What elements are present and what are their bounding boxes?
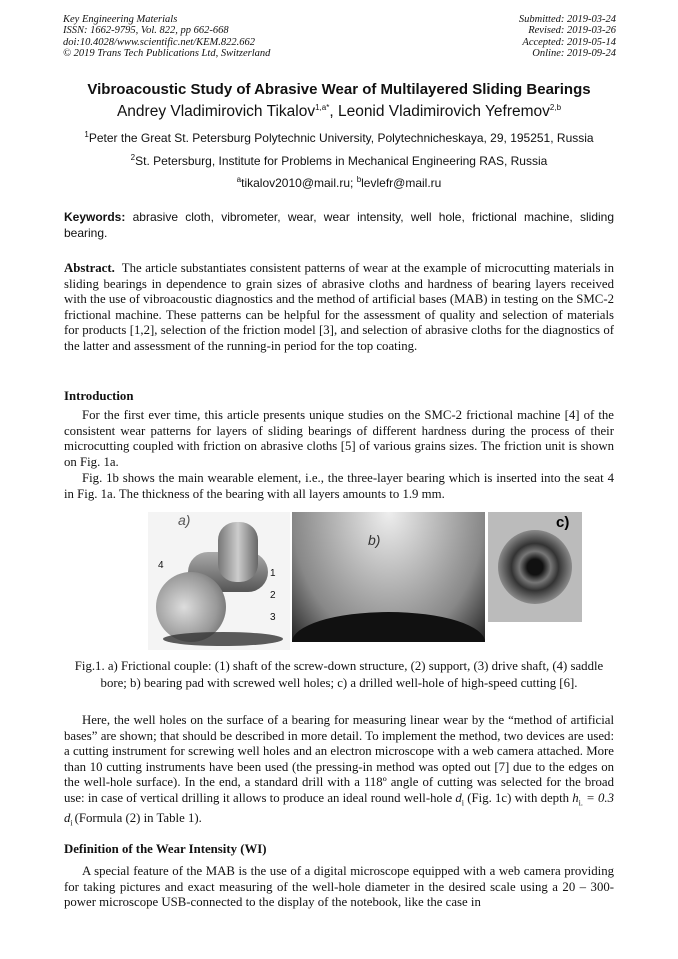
copyright: © 2019 Trans Tech Publications Ltd, Switzerland <box>63 47 271 59</box>
aff-sup: 1 <box>84 130 89 139</box>
revised-date: Revised: 2019-03-26 <box>528 25 616 37</box>
callout-1: 1 <box>270 568 276 579</box>
author-1-sup: 1,a* <box>315 103 330 112</box>
emails <box>0 175 678 190</box>
affiliation-1 <box>0 130 678 145</box>
issn: ISSN: 1662-9795, Vol. 822, pp 662-668 <box>63 25 229 37</box>
aff-text: St. Petersburg, Institute for Problems in Mechanical Engineering RAS, Russia <box>135 154 548 168</box>
callout-3: 3 <box>270 612 276 623</box>
keywords <box>64 209 614 241</box>
abstract <box>64 261 618 355</box>
affiliation-2 <box>0 153 678 168</box>
keywords-label: Keywords: <box>64 210 126 224</box>
fig-label-c: c) <box>556 514 570 531</box>
figure-1b-photo <box>292 512 485 642</box>
paper-title: Vibroacoustic Study of Abrasive Wear of Multilayered Sliding Bearings <box>87 81 591 98</box>
doi: doi:10.4028/www.scientific.net/KEM.822.662 <box>63 36 255 48</box>
section-heading-wear-intensity: Definition of the Wear Intensity (WI) <box>64 842 267 856</box>
aff-text: Peter the Great St. Petersburg Polytechnic University, Polytechnicheskaya, 29, 195251, Russia <box>88 131 594 145</box>
author-2: Leonid Vladimirovich Yefremov <box>337 103 550 121</box>
callout-4: 4 <box>158 560 164 571</box>
intro-paragraph-1: For the first ever time, this article presents unique studies on the SMC-2 frictional machine [4] of the consistent wear patterns for layers of sliding bearings of different hardness during the process of their microcutting coupled with friction on abrasive cloths [5] of various grains sizes. The friction unit is shown on Fig. 1a. <box>64 408 614 469</box>
authors <box>0 103 678 121</box>
fig-label-b: b) <box>368 532 381 548</box>
figure-caption: Fig.1. a) Frictional couple: (1) shaft of the screw-down structure, (2) support, (3) drive shaft, (4) saddle bore; b) bearing pad with screwed well holes; c) a drilled well-hole of high-speed cutting [6]. <box>74 659 604 690</box>
intro-paragraph-2: Fig. 1b shows the main wearable element, i.e., the three-layer bearing which is inserted into the seat 4 in Fig. 1a. The thickness of the bearing with all layers amounts to 1.9 mm. <box>64 471 614 501</box>
author-sep: , <box>329 103 338 121</box>
abstract-text: The article substantiates consistent patterns of wear at the example of microcutting materials in sliding bearings in dependence to grain sizes of abrasive cloths and hardness of bearing layers received with the use of vibroacoustic diagnostics and the method of artificial bases (MAB) in testing on the SMC-2 frictional machine. These patterns can be helpful for the assessment of quality and selection of materials for products [1,2], selection of the friction model [3], and selection of abrasive cloths for the diagnostics of the latter and assessment of the running-in period for the top coating. <box>64 261 618 353</box>
callout-2: 2 <box>270 590 276 601</box>
section-heading-introduction: Introduction <box>64 389 134 403</box>
keywords-text: abrasive cloth, vibrometer, wear, wear intensity, well hole, frictional machine, sliding bearing. <box>64 210 614 240</box>
paragraph-wear-intensity: A special feature of the MAB is the use of a digital microscope equipped with a web camera providing for taking pictures and exact measuring of the well-hole diameter in the desired scale using a 20 – 300-power microscope USB-connected to the display of the notebook, like the case in <box>64 864 614 910</box>
author-2-sup: 2,b <box>549 103 562 112</box>
accepted-date: Accepted: 2019-05-14 <box>522 36 616 48</box>
journal-name: Key Engineering Materials <box>63 14 178 25</box>
fig-label-a: a) <box>178 512 191 528</box>
email-b[interactable]: levlefr@mail.ru <box>361 176 442 190</box>
abstract-label: Abstract. <box>64 261 115 275</box>
submitted-date: Submitted: 2019-03-24 <box>518 14 616 25</box>
email-a[interactable]: tikalov2010@mail.ru; <box>241 176 357 190</box>
online-date: Online: 2019-09-24 <box>532 47 616 59</box>
dates <box>519 14 616 59</box>
journal-info <box>63 14 270 59</box>
author-1: Andrey Vladimirovich Tikalov <box>116 103 316 121</box>
aff-sup: 2 <box>130 153 136 162</box>
email-sup: b <box>356 175 362 184</box>
figure-1c-photo <box>488 512 582 622</box>
paragraph-method: Here, the well holes on the surface of a bearing for measuring linear wear by the “method of artificial bases” are shown; that should be described in more detail. To implement the method, two devices are used: a cutting instrument for screwing well holes and an electron microscope with a web camera attached. More than 10 cutting instruments have been used (the pressing-in method was opted out [7] due to the edges on the well-hole surface). In the end, a standard drill with a 118º angle of cutting was selected for the broad use: in case of vertical drilling it allows to produce an ideal round well-hole $d_i$ (Fig. 1c) with depth $h_{i.} = 0.3$ $d_i$ (Formula (2) in Table 1). <box>64 713 615 828</box>
figure-1a-drawing <box>148 512 290 650</box>
email-sup: a <box>236 175 242 184</box>
